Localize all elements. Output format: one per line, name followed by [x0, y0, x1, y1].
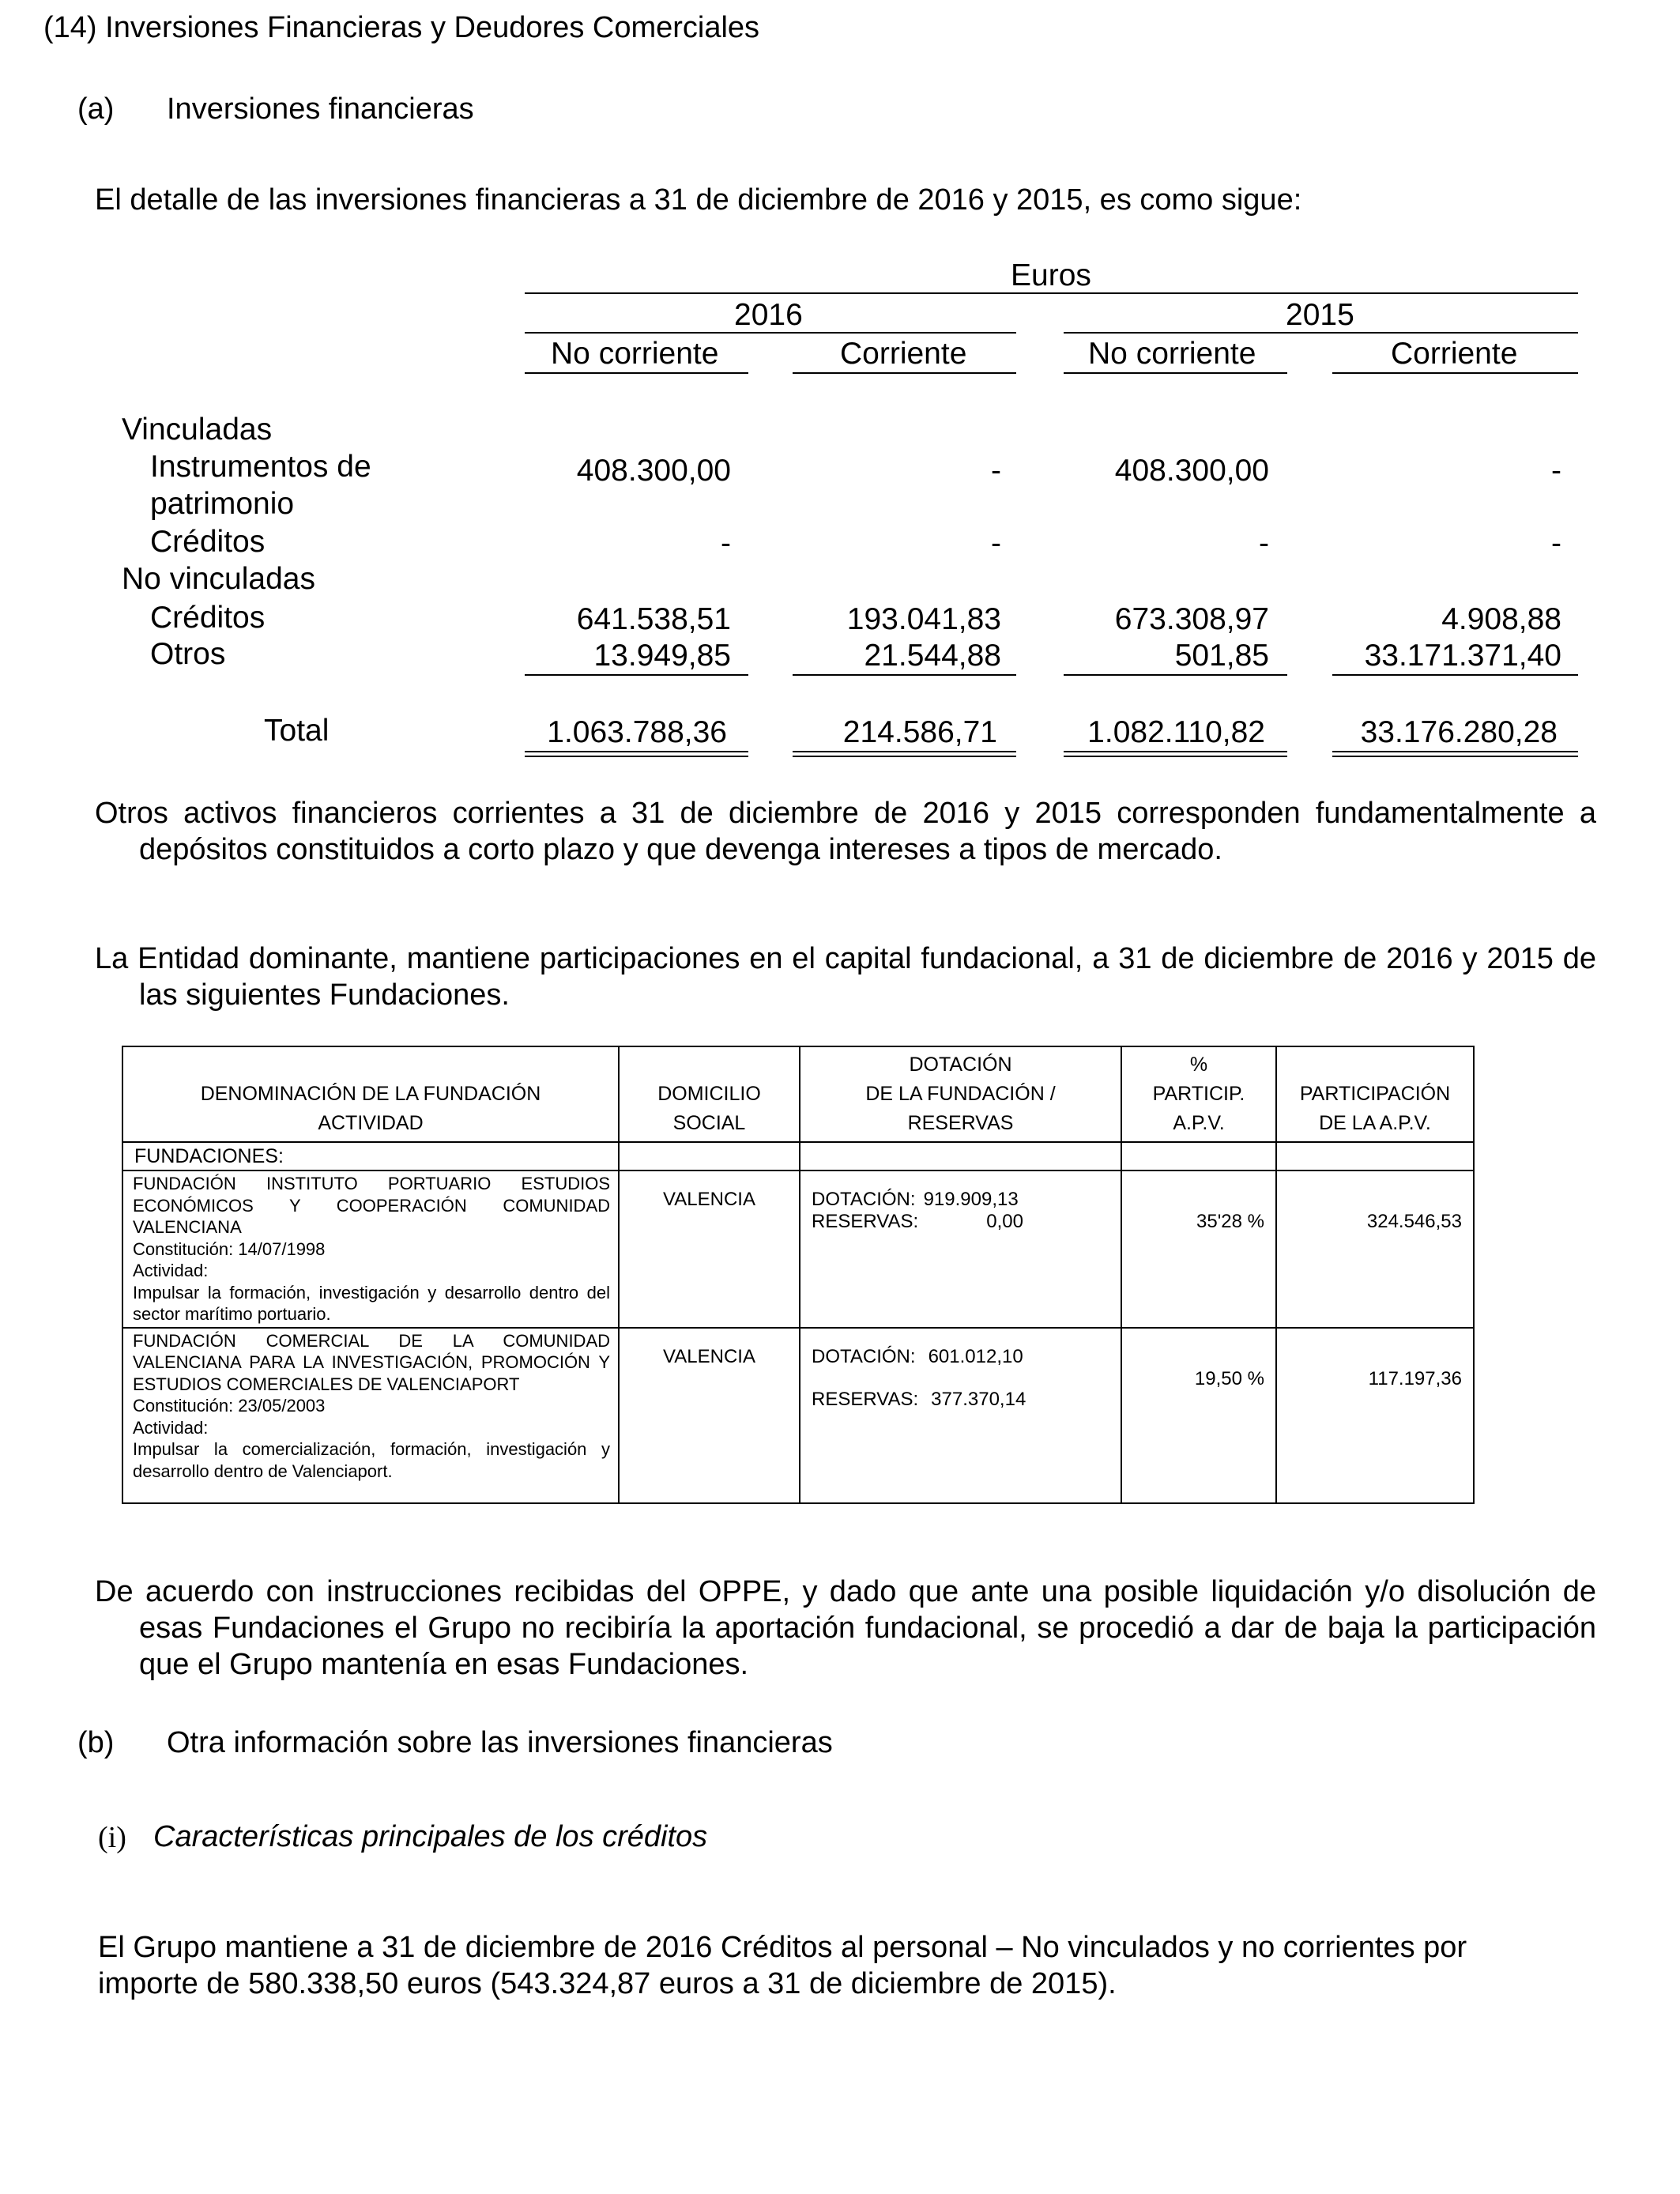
cell-value: -: [991, 454, 1001, 488]
paragraph-entidad-text: La Entidad dominante, mantiene participaciones en el capital fundacional, a 31 de diciembre de 2016 y 2015 de las siguientes Fundaciones.: [95, 942, 1596, 1012]
row-label-instrumentos-2: patrimonio: [150, 487, 295, 521]
header-domicilio-line1: DOMICILIO: [657, 1083, 761, 1105]
dotacion-label: DOTACIÓN:: [812, 1189, 916, 1210]
intro-text: El detalle de las inversiones financieras a 31 de diciembre de 2016 y 2015, es como sigue:: [95, 183, 1302, 217]
header-dotacion-line1: DOTACIÓN: [909, 1054, 1012, 1076]
header-participacion: [1276, 1046, 1474, 1142]
subtotal-rule: [525, 674, 748, 676]
reservas-value: 377.370,14: [931, 1388, 1026, 1410]
reservas-label: RESERVAS:: [812, 1388, 919, 1410]
col-rule: [793, 372, 1016, 374]
cell-value: -: [991, 526, 1001, 560]
cell-value: 13.949,85: [593, 639, 731, 673]
foundations-table: [122, 1046, 1475, 1504]
foundations-header-row: [122, 1046, 1474, 1142]
paragraph-otros-activos: [95, 795, 1596, 868]
subsection-b-marker: (b): [77, 1726, 115, 1759]
dotacion-label: DOTACIÓN:: [812, 1345, 916, 1367]
foundation-domicilio: VALENCIA: [619, 1171, 800, 1328]
subsection-a-marker: (a): [77, 92, 115, 126]
cell-value: -: [1551, 526, 1561, 560]
foundation-row: [122, 1328, 1474, 1503]
year-2016: 2016: [734, 298, 803, 332]
header-denominacion-line1: DENOMINACIÓN DE LA FUNDACIÓN: [200, 1083, 541, 1105]
cell-value: 673.308,97: [1114, 602, 1269, 636]
total-double-rule: [1332, 751, 1578, 757]
col-rule: [1064, 372, 1287, 374]
cell-value: 408.300,00: [1114, 454, 1269, 488]
foundation-actividad-label: Actividad:: [133, 1417, 209, 1438]
paragraph-oppe-text: De acuerdo con instrucciones recibidas del OPPE, y dado que ante una posible liquidación y/o disolución de esas Fundaciones el Grupo no recibiría la aportación fundacional, se procedió a dar de baja la participación que el Grupo mantenía en esas Fundaciones.: [95, 1575, 1596, 1681]
subtotal-rule: [793, 674, 1016, 676]
header-domicilio-line2: SOCIAL: [672, 1112, 746, 1134]
foundation-constitucion: Constitución: 23/05/2003: [133, 1396, 326, 1416]
header-actividad-line2: ACTIVIDAD: [318, 1112, 424, 1134]
cell-value: 408.300,00: [576, 454, 731, 488]
foundation-actividad: Impulsar la comercialización, formación, investigación y desarrollo dentro de Valenciaport.: [133, 1439, 610, 1481]
subsection-i-marker: (i): [98, 1821, 126, 1854]
col-header-2015-no-corriente: No corriente: [1088, 337, 1256, 371]
subsection-b-title: Otra información sobre las inversiones financieras: [167, 1726, 833, 1759]
cell-value: -: [721, 526, 731, 560]
empty-cell: [1121, 1142, 1276, 1171]
reservas-line: [812, 1211, 1023, 1233]
cell-value: -: [1551, 454, 1561, 488]
header-dotacion-line2: DE LA FUNDACIÓN /: [865, 1083, 1056, 1105]
currency-header: Euros: [1011, 258, 1091, 292]
foundation-actividad-label: Actividad:: [133, 1261, 209, 1280]
row-label-creditos-no-vinculadas: Créditos: [150, 601, 266, 635]
cell-value: 4.908,88: [1441, 602, 1561, 636]
cell-value: 641.538,51: [576, 602, 731, 636]
cell-value: -: [1259, 526, 1269, 560]
foundation-actividad: Impulsar la formación, investigación y desarrollo dentro del sector marítimo portuario.: [133, 1282, 610, 1324]
total-value: 33.176.280,28: [1360, 715, 1558, 749]
foundation-pct: 35'28 %: [1121, 1171, 1276, 1328]
foundation-participacion: 117.197,36: [1276, 1328, 1474, 1503]
section-title: (14) Inversiones Financieras y Deudores Comerciales: [43, 11, 760, 44]
group-no-vinculadas: No vinculadas: [122, 562, 315, 596]
foundation-domicilio: VALENCIA: [619, 1328, 800, 1503]
foundation-constitucion: Constitución: 14/07/1998: [133, 1238, 326, 1259]
cell-value: 501,85: [1174, 639, 1269, 673]
paragraph-grupo: El Grupo mantiene a 31 de diciembre de 2016 Créditos al personal – No vinculados y no corrientes por importe de 580.338,50 euros (543.324,87 euros a 31 de diciembre de 2015).: [98, 1931, 1467, 2000]
dotacion-line: [812, 1346, 1121, 1368]
dotacion-line: [812, 1189, 1025, 1211]
total-value: 1.063.788,36: [547, 715, 727, 749]
empty-cell: [800, 1142, 1121, 1171]
header-rule: [525, 292, 1578, 294]
cell-value: 193.041,83: [846, 602, 1001, 636]
section-label: FUNDACIONES:: [122, 1142, 619, 1171]
group-vinculadas: Vinculadas: [122, 413, 273, 447]
col-rule: [1332, 372, 1578, 374]
foundation-description: [122, 1328, 619, 1503]
header-participacion-line1: PARTICIPACIÓN: [1299, 1083, 1451, 1105]
empty-cell: [1276, 1142, 1474, 1171]
reservas-line: [812, 1389, 1121, 1411]
row-label-creditos-vinculadas: Créditos: [150, 525, 266, 559]
cell-value: 33.171.371,40: [1364, 639, 1561, 673]
subsection-a-title: Inversiones financieras: [167, 92, 474, 126]
paragraph-oppe: [95, 1574, 1596, 1683]
reservas-label: RESERVAS:: [812, 1211, 919, 1232]
year-2015: 2015: [1286, 298, 1354, 332]
subtotal-rule: [1064, 674, 1287, 676]
col-header-2016-no-corriente: No corriente: [551, 337, 719, 371]
col-header-2015-corriente: Corriente: [1391, 337, 1518, 371]
year-2015-rule: [1064, 332, 1578, 334]
header-particip: [1121, 1046, 1276, 1142]
foundations-section-row: [122, 1142, 1474, 1171]
reservas-value: 0,00: [986, 1211, 1023, 1232]
foundation-name: FUNDACIÓN INSTITUTO PORTUARIO ESTUDIOS ECONÓMICOS Y COOPERACIÓN COMUNIDAD VALENCIANA: [133, 1174, 610, 1237]
paragraph-otros-activos-text: Otros activos financieros corrientes a 31 de diciembre de 2016 y 2015 corresponden fundamentalmente a depósitos constituidos a corto plazo y que devenga intereses a tipos de mercado.: [95, 797, 1596, 866]
foundation-participacion: 324.546,53: [1276, 1171, 1474, 1328]
col-rule: [525, 372, 748, 374]
header-domicilio: [619, 1046, 800, 1142]
header-particip-line3: A.P.V.: [1173, 1112, 1225, 1134]
foundation-row: [122, 1171, 1474, 1328]
total-double-rule: [1064, 751, 1287, 757]
header-particip-line2: PARTICIP.: [1152, 1083, 1245, 1105]
total-double-rule: [793, 751, 1016, 757]
header-participacion-line2: DE LA A.P.V.: [1319, 1112, 1431, 1134]
subtotal-rule: [1332, 674, 1578, 676]
header-particip-line1: %: [1189, 1054, 1208, 1076]
year-2016-rule: [525, 332, 1016, 334]
foundation-dotacion: [800, 1328, 1121, 1503]
total-value: 1.082.110,82: [1087, 715, 1265, 749]
header-dotacion: [800, 1046, 1121, 1142]
dotacion-value: 601.012,10: [928, 1345, 1023, 1367]
col-header-2016-corriente: Corriente: [840, 337, 967, 371]
foundation-dotacion: [800, 1171, 1121, 1328]
total-double-rule: [525, 751, 748, 757]
dotacion-value: 919.909,13: [923, 1189, 1019, 1210]
header-denominacion: [122, 1046, 619, 1142]
paragraph-entidad: [95, 941, 1596, 1013]
row-label-total: Total: [264, 714, 330, 748]
foundation-description: [122, 1171, 619, 1328]
foundation-name: FUNDACIÓN COMERCIAL DE LA COMUNIDAD VALENCIANA PARA LA INVESTIGACIÓN, PROMOCIÓN Y ESTUDIOS COMERCIALES DE VALENCIAPORT: [133, 1330, 610, 1394]
row-label-otros: Otros: [150, 637, 226, 671]
total-value: 214.586,71: [842, 715, 997, 749]
header-dotacion-line3: RESERVAS: [907, 1112, 1014, 1134]
subsection-i-title: Características principales de los créditos: [153, 1820, 708, 1853]
row-label-instrumentos: Instrumentos de: [150, 450, 371, 484]
empty-cell: [619, 1142, 800, 1171]
cell-value: 21.544,88: [864, 639, 1001, 673]
foundation-pct: 19,50 %: [1121, 1328, 1276, 1503]
